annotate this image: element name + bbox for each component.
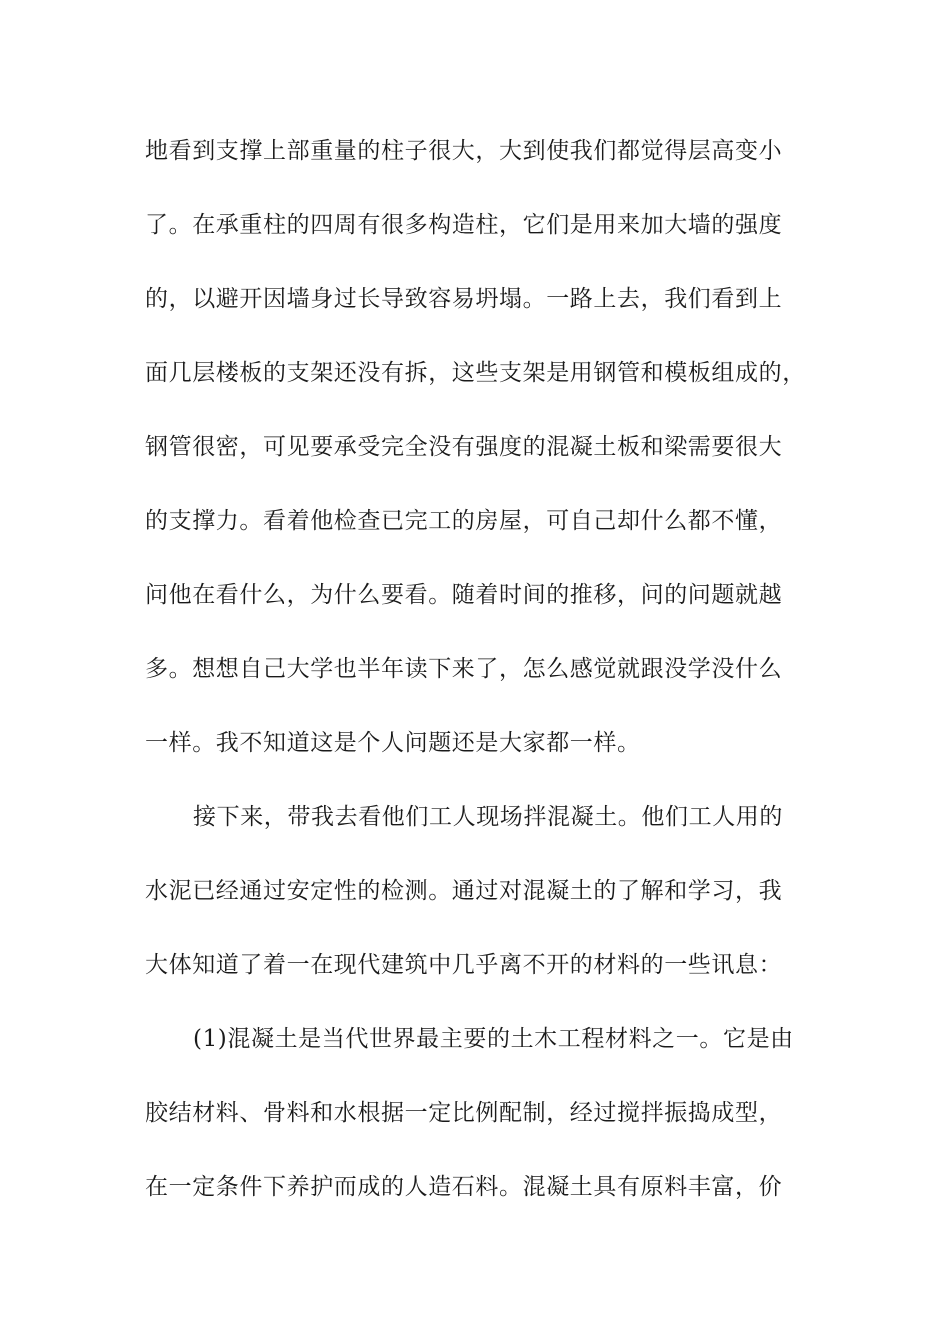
text-line-5: 钢管很密，可见要承受完全没有强度的混凝土板和梁需要很大 xyxy=(145,434,783,460)
text-line-14: 胶结材料、骨料和水根据一定比例配制，经过搅拌振捣成型， xyxy=(145,1100,783,1126)
text-line-13: (1)混凝土是当代世界最主要的土木工程材料之一。它是由 xyxy=(193,1026,794,1052)
text-line-4: 面几层楼板的支架还没有拆，这些支架是用钢管和模板组成的， xyxy=(145,360,806,386)
text-line-9: 一样。我不知道这是个人问题还是大家都一样。 xyxy=(145,730,641,756)
text-line-6: 的支撑力。看着他检查已完工的房屋，可自己却什么都不懂， xyxy=(145,508,783,534)
text-line-2: 了。在承重柱的四周有很多构造柱，它们是用来加大墙的强度 xyxy=(145,212,783,238)
text-line-3: 的，以避开因墙身过长导致容易坍塌。一路上去，我们看到上 xyxy=(145,286,783,312)
text-line-11: 水泥已经通过安定性的检测。通过对混凝土的了解和学习，我 xyxy=(145,878,783,904)
text-line-10: 接下来，带我去看他们工人现场拌混凝土。他们工人用的 xyxy=(193,804,783,830)
text-line-1: 地看到支撑上部重量的柱子很大，大到使我们都觉得层高变小 xyxy=(145,138,783,164)
text-line-7: 问他在看什么，为什么要看。随着时间的推移，问的问题就越 xyxy=(145,582,783,608)
text-line-15: 在一定条件下养护而成的人造石料。混凝土具有原料丰富，价 xyxy=(145,1174,783,1200)
text-line-12: 大体知道了着一在现代建筑中几乎离不开的材料的一些讯息： xyxy=(145,952,783,978)
text-line-8: 多。想想自己大学也半年读下来了，怎么感觉就跟没学没什么 xyxy=(145,656,783,682)
